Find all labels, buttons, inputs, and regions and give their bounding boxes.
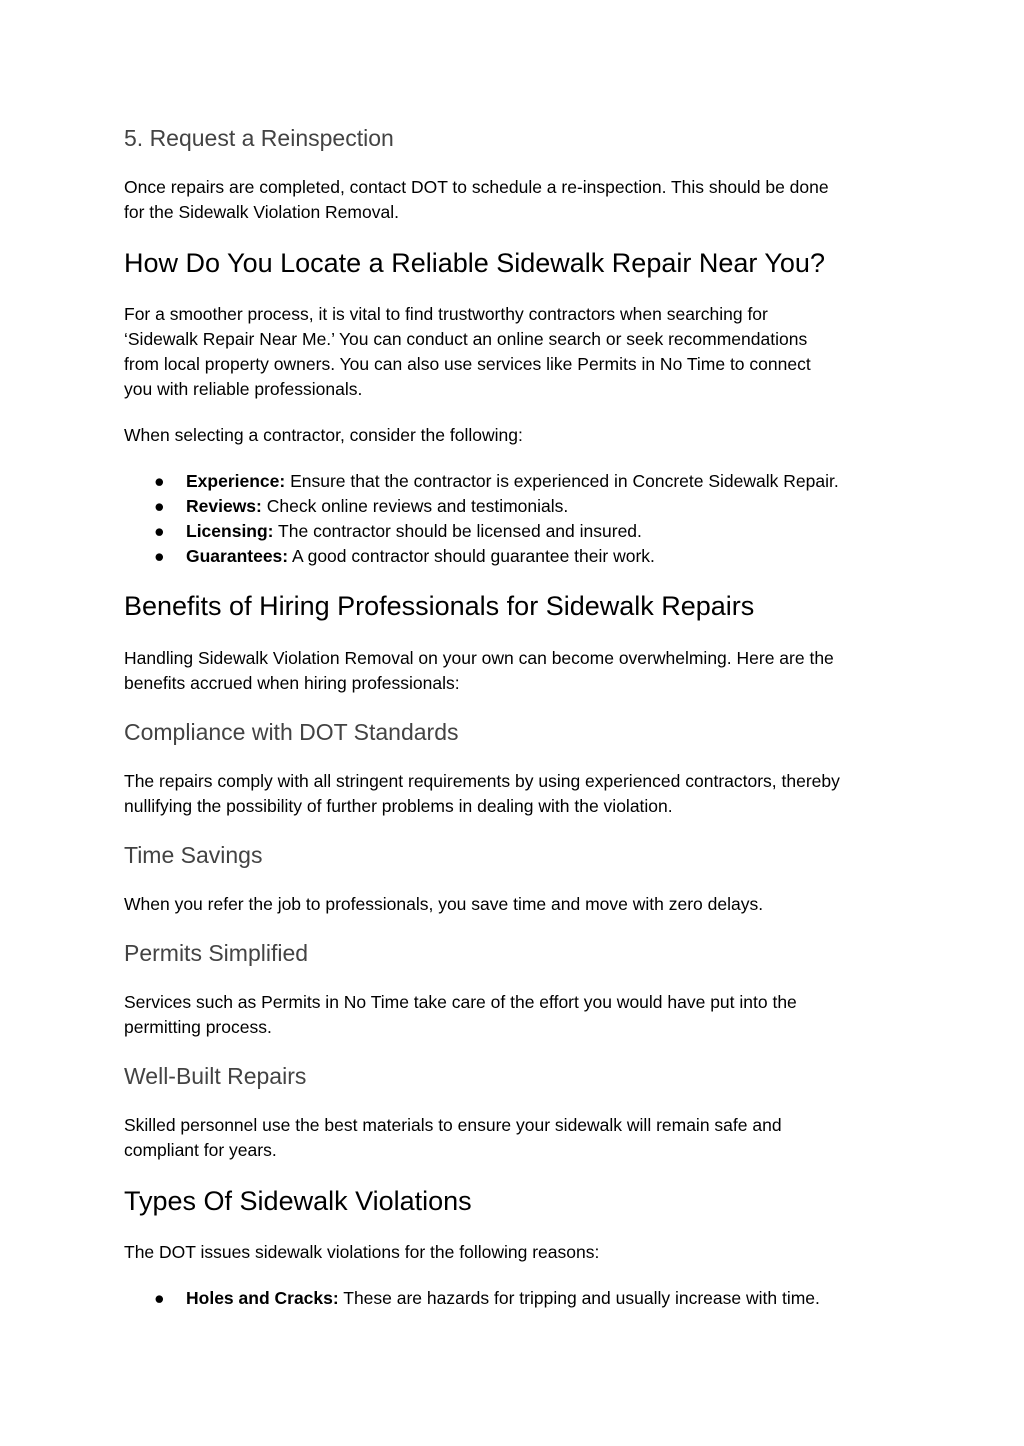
bullet-icon: ●	[154, 1288, 165, 1308]
bullet-icon: ●	[154, 471, 165, 491]
bullet-icon: ●	[154, 496, 165, 516]
list-item-text: These are hazards for tripping and usually increase with time.	[338, 1288, 820, 1308]
wellbuilt-heading: Well-Built Repairs	[124, 1063, 307, 1089]
wellbuilt-line-1: Skilled personnel use the best materials to ensure your sidewalk will remain safe and	[124, 1115, 782, 1135]
time-paragraph: When you refer the job to professionals, you save time and move with zero delays.	[124, 894, 764, 914]
wellbuilt-line-2: compliant for years.	[124, 1140, 277, 1160]
list-item-term: Holes and Cracks:	[186, 1288, 339, 1308]
locate-line-3: from local property owners. You can also use services like Permits in No Time to connect	[124, 354, 811, 374]
benefits-line-1: Handling Sidewalk Violation Removal on your own can become overwhelming. Here are the	[124, 648, 834, 668]
reinspection-line-2: for the Sidewalk Violation Removal.	[124, 202, 399, 222]
list-item-term: Experience:	[186, 471, 286, 491]
compliance-heading: Compliance with DOT Standards	[124, 719, 459, 745]
types-intro: The DOT issues sidewalk violations for the following reasons:	[124, 1242, 600, 1262]
reinspection-line-1: Once repairs are completed, contact DOT to schedule a re-inspection. This should be done	[124, 177, 829, 197]
reinspection-heading: 5. Request a Reinspection	[124, 125, 394, 151]
list-item-text: A good contractor should guarantee their work.	[288, 546, 655, 566]
benefits-paragraph	[124, 646, 904, 696]
benefits-line-2: benefits accrued when hiring professionals:	[124, 673, 460, 693]
compliance-paragraph	[124, 769, 904, 819]
locate-paragraph	[124, 302, 904, 402]
reinspection-paragraph	[124, 175, 904, 225]
permits-line-2: permitting process.	[124, 1017, 272, 1037]
types-list	[124, 1286, 904, 1311]
list-item-text: Ensure that the contractor is experienced in Concrete Sidewalk Repair.	[285, 471, 839, 491]
list-item-term: Guarantees:	[186, 546, 289, 566]
types-heading: Types Of Sidewalk Violations	[124, 1186, 472, 1216]
wellbuilt-paragraph	[124, 1113, 904, 1163]
list-item	[124, 519, 904, 544]
bullet-icon: ●	[154, 546, 165, 566]
locate-line-2: ‘Sidewalk Repair Near Me.’ You can conduct an online search or seek recommendations	[124, 329, 808, 349]
locate-heading: How Do You Locate a Reliable Sidewalk Repair Near You?	[124, 248, 825, 278]
list-item	[124, 544, 904, 569]
time-heading: Time Savings	[124, 842, 263, 868]
list-item-term: Reviews:	[186, 496, 262, 516]
benefits-heading: Benefits of Hiring Professionals for Sidewalk Repairs	[124, 591, 755, 621]
list-item	[124, 469, 904, 494]
list-item	[124, 494, 904, 519]
selecting-intro: When selecting a contractor, consider the following:	[124, 425, 523, 445]
locate-line-1: For a smoother process, it is vital to find trustworthy contractors when searching for	[124, 304, 768, 324]
compliance-line-1: The repairs comply with all stringent requirements by using experienced contractors, thereby	[124, 771, 840, 791]
list-item-text: The contractor should be licensed and insured.	[273, 521, 642, 541]
list-item-term: Licensing:	[186, 521, 274, 541]
bullet-icon: ●	[154, 521, 165, 541]
selecting-list	[124, 469, 904, 569]
list-item-text: Check online reviews and testimonials.	[261, 496, 569, 516]
compliance-line-2: nullifying the possibility of further problems in dealing with the violation.	[124, 796, 673, 816]
locate-line-4: you with reliable professionals.	[124, 379, 363, 399]
permits-heading: Permits Simplified	[124, 940, 309, 966]
list-item	[124, 1286, 904, 1311]
permits-line-1: Services such as Permits in No Time take care of the effort you would have put into the	[124, 992, 797, 1012]
permits-paragraph	[124, 990, 904, 1040]
